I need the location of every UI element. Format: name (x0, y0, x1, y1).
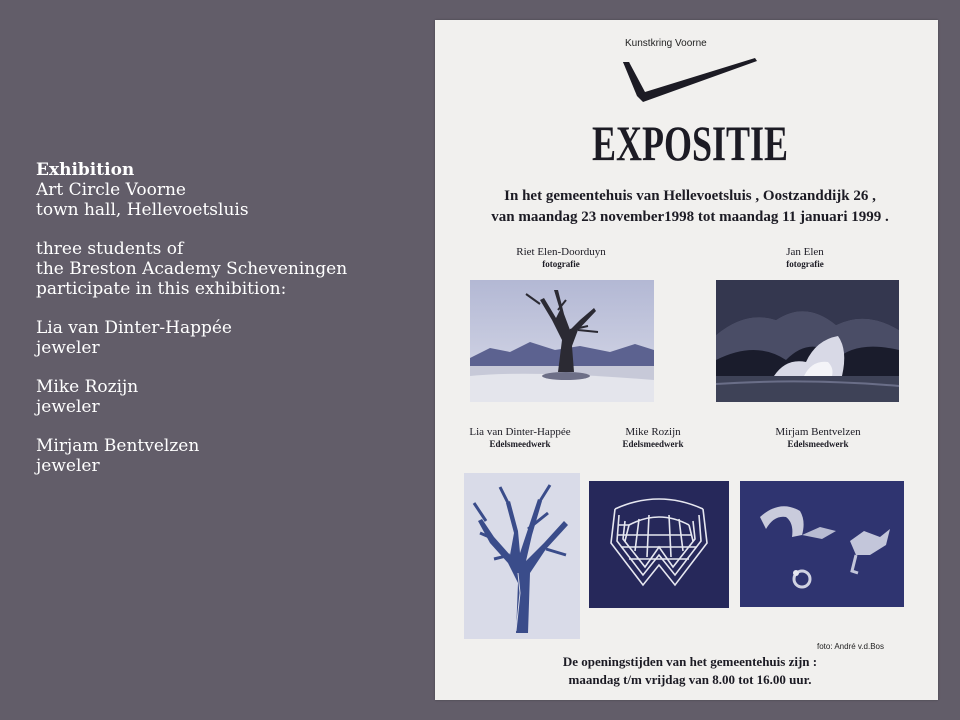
caption-panel (36, 160, 416, 495)
exhibition-poster (435, 20, 938, 700)
student-name: Lia van Dinter-Happée (36, 318, 232, 338)
student-entry (36, 318, 416, 358)
caption-org: Art Circle Voorne (36, 180, 186, 200)
artist-caption (753, 426, 883, 449)
checkmark-logo-icon (615, 52, 765, 108)
artist-discipline: fotografie (542, 259, 580, 269)
exhibition-info (36, 160, 416, 220)
club-name: Kunstkring Voorne (625, 38, 707, 49)
caption-venue: town hall, Hellevoetsluis (36, 200, 249, 220)
artist-name: Mirjam Bentvelzen (775, 426, 861, 438)
artist-caption (481, 246, 641, 269)
student-role: jeweler (36, 397, 100, 417)
necklace-photo (589, 481, 729, 608)
opening-hours: maandag t/m vrijdag van 8.00 tot 16.00 uur. (568, 672, 812, 687)
date-line: van maandag 23 november1998 tot maandag 11 januari 1999 . (491, 209, 889, 225)
poster-title-text: EXPOSITIE (592, 115, 788, 171)
photo-credit: foto: André v.d.Bos (817, 642, 885, 651)
jewelry-pieces-photo (740, 481, 904, 607)
artist-name: Mike Rozijn (625, 426, 681, 438)
student-role: jeweler (36, 338, 100, 358)
caption-heading: Exhibition (36, 160, 135, 180)
artist-discipline: Edelsmeedwerk (489, 439, 551, 449)
artist-discipline: Edelsmeedwerk (622, 439, 684, 449)
opening-hours-heading: De openingstijden van het gemeentehuis zijn : (562, 654, 818, 669)
desert-tree-photo (470, 280, 654, 402)
artist-name: Lia van Dinter-Happée (469, 426, 571, 438)
artist-discipline: Edelsmeedwerk (787, 439, 849, 449)
student-entry (36, 436, 416, 476)
student-entry (36, 377, 416, 417)
intro-text (36, 239, 416, 299)
intro-line: the Breston Academy Scheveningen (36, 259, 348, 279)
ice-cave-photo (716, 280, 899, 402)
student-name: Mirjam Bentvelzen (36, 436, 200, 456)
artist-caption (735, 246, 875, 269)
tree-brooch-photo (464, 473, 580, 639)
student-name: Mike Rozijn (36, 377, 139, 397)
artist-caption (455, 426, 585, 449)
artist-name: Jan Elen (786, 246, 824, 258)
poster-title (585, 102, 795, 172)
artist-caption (603, 426, 703, 449)
venue-line: In het gemeentehuis van Hellevoetsluis , Oostzanddijk 26 , (504, 188, 876, 204)
artist-name: Riet Elen-Doorduyn (516, 246, 606, 258)
student-role: jeweler (36, 456, 100, 476)
artist-discipline: fotografie (786, 259, 824, 269)
intro-line: three students of (36, 239, 184, 259)
intro-line: participate in this exhibition: (36, 279, 287, 299)
